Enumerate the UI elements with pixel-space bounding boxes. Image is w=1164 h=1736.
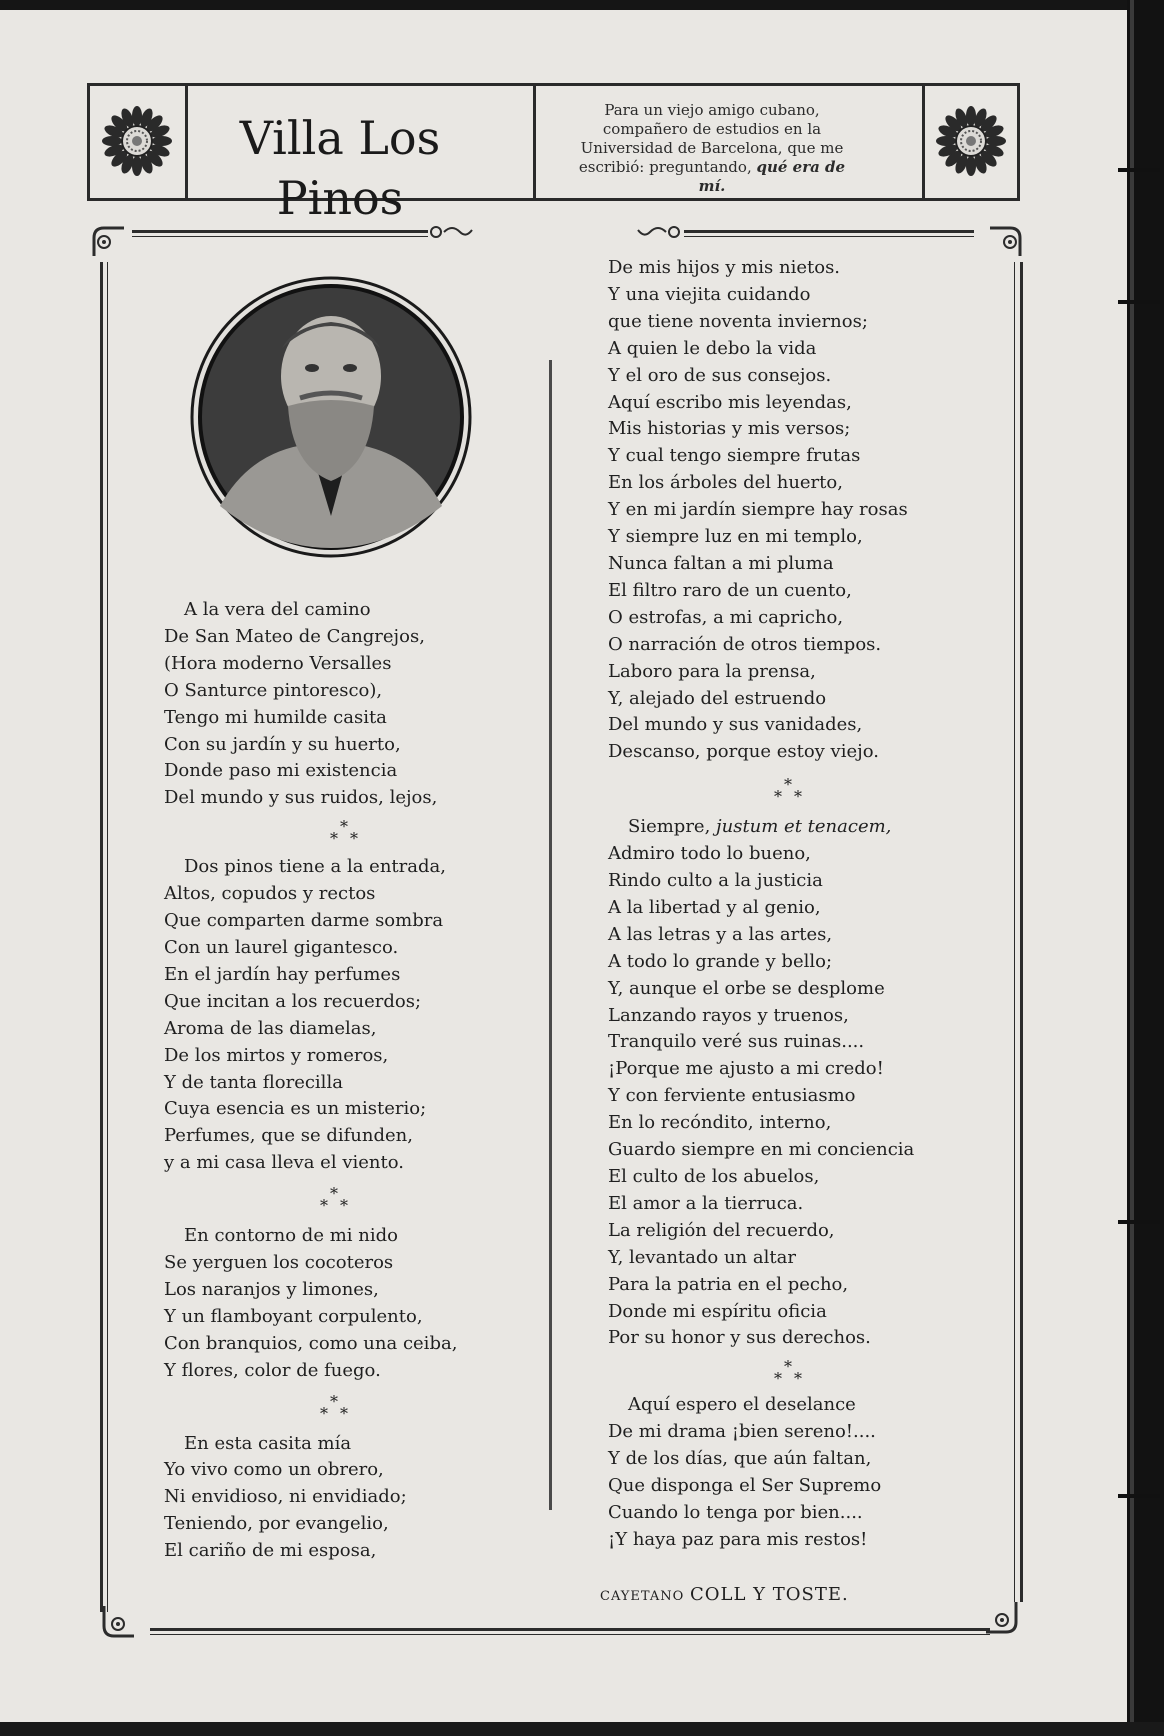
svg-text:*: * [320, 1196, 328, 1216]
svg-text:*: * [340, 1403, 348, 1423]
stanza [164, 854, 457, 1177]
corner-scroll-icon [100, 1604, 136, 1640]
frame-bottom [150, 1628, 990, 1631]
poem-line: A quien le debo la vida [608, 337, 817, 359]
svg-text:*: * [320, 1403, 328, 1423]
poem-line: Lanzando rayos y truenos, [608, 1004, 849, 1026]
binding-line [1130, 0, 1134, 1736]
poem-line: Aquí espero el deselance [628, 1394, 856, 1416]
poem-line: De San Mateo de Cangrejos, [164, 625, 425, 647]
poem-line: El cariño de mi esposa, [164, 1540, 377, 1562]
poem-line: Y el oro de sus consejos. [608, 364, 832, 386]
poem-line: Y siempre luz en mi templo, [608, 526, 863, 548]
poem-line: (Hora moderno Versalles [164, 652, 392, 674]
author-portrait [190, 276, 472, 558]
poem-line: Y flores, color de fuego. [164, 1359, 381, 1381]
frame-right [1020, 262, 1023, 1602]
binding-tab [1118, 168, 1160, 172]
poem-line: Que comparten darme sombra [164, 910, 444, 932]
poem-line: O estrofas, a mi capricho, [608, 606, 844, 628]
dedication-text: Para un viejo amigo cubano, compañero de estudios en la Universidad de Barcelona, que me escribió: preguntando, [578, 101, 844, 176]
frame-top-left-thin [132, 236, 428, 237]
poem-line: Donde mi espíritu oficia [608, 1300, 827, 1322]
frame-bottom-thin [150, 1634, 990, 1635]
poem-line [608, 814, 914, 841]
poem-line: Cuando lo tenga por bien.... [608, 1501, 863, 1523]
poem-line: Y con ferviente entusiasmo [608, 1085, 856, 1107]
svg-text:*: * [330, 829, 338, 849]
poem-line: Y cual tengo siempre frutas [608, 445, 861, 467]
author-signature [600, 1584, 849, 1605]
poem-line: y a mi casa lleva el viento. [164, 1152, 404, 1174]
poem-line: Ni envidioso, ni envidiado; [164, 1486, 407, 1508]
asterism-icon [314, 818, 374, 848]
stanza [608, 1392, 914, 1553]
stanza [164, 1223, 457, 1384]
corner-scroll-icon [90, 224, 126, 260]
dedication-note [568, 101, 856, 196]
poem-line: Aroma de las diamelas, [164, 1017, 377, 1039]
poem-line: Altos, copudos y rectos [164, 883, 376, 905]
sunflower-icon [102, 106, 172, 176]
poem-line: En el jardín hay perfumes [164, 963, 401, 985]
poem-line: Laboro para la prensa, [608, 660, 816, 682]
svg-text:*: * [330, 1185, 338, 1204]
poem-line: Que disponga el Ser Supremo [608, 1475, 882, 1497]
poem-line: Para la patria en el pecho, [608, 1273, 849, 1295]
latin-phrase: justum et tenacem, [716, 816, 892, 838]
banner-divider [185, 86, 188, 198]
frame-top-left [132, 230, 428, 233]
poem-line: Admiro todo lo bueno, [608, 843, 811, 865]
poem-line: En esta casita mía [184, 1432, 352, 1454]
poem-line: Y, alejado del estruendo [608, 687, 827, 709]
poem-line: El amor a la tierruca. [608, 1192, 804, 1214]
poem-line: Del mundo y sus ruidos, lejos, [164, 787, 438, 809]
poem-line: Aquí escribo mis leyendas, [608, 391, 852, 413]
poem-column-left [164, 597, 457, 1565]
poem-line: Con su jardín y su huerto, [164, 733, 401, 755]
poem-line: Y de los días, que aún faltan, [608, 1448, 872, 1470]
stanza [164, 597, 457, 812]
author-first-name: CAYETANO [600, 1589, 685, 1604]
binding-tab [1118, 300, 1160, 304]
poem-line: Y una viejita cuidando [608, 283, 811, 305]
svg-text:*: * [784, 776, 792, 795]
poem-line: Dos pinos tiene a la entrada, [184, 856, 446, 878]
frame-left-thin [107, 262, 108, 1612]
poem-line: Y en mi jardín siempre hay rosas [608, 499, 908, 521]
poem-line: Donde paso mi existencia [164, 760, 398, 782]
poem-line: De mis hijos y mis nietos. [608, 257, 841, 278]
title-banner [87, 83, 1020, 225]
poem-line: A todo lo grande y bello; [608, 950, 833, 972]
poem-line: En contorno de mi nido [184, 1225, 398, 1247]
poem-line: Se yerguen los cocoteros [164, 1252, 394, 1274]
asterism-icon [304, 1393, 364, 1423]
poem-line: Rindo culto a la justicia [608, 870, 823, 892]
poem-column-right [608, 255, 914, 1554]
poem-line: De los mirtos y romeros, [164, 1044, 389, 1066]
scan-bottom-edge [0, 1722, 1164, 1736]
poem-line: O narración de otros tiempos. [608, 633, 882, 655]
scan-top-edge [0, 0, 1164, 10]
poem-line: Y de tanta florecilla [164, 1071, 343, 1093]
svg-text:*: * [774, 1369, 782, 1389]
poem-line: A la vera del camino [184, 599, 371, 620]
poem-line: Nunca faltan a mi pluma [608, 552, 834, 574]
author-last-name: COLL Y TOSTE. [690, 1584, 849, 1605]
poem-line: En los árboles del huerto, [608, 472, 843, 494]
poem-line: Por su honor y sus derechos. [608, 1327, 871, 1349]
poem-line: Que incitan a los recuerdos; [164, 990, 422, 1012]
poem-line: Con branquios, como una ceiba, [164, 1332, 458, 1354]
poem-line: Cuya esencia es un misterio; [164, 1098, 427, 1120]
poem-line: Tranquilo veré sus ruinas.... [608, 1031, 865, 1053]
poem-line: ¡Porque me ajusto a mi credo! [608, 1058, 884, 1080]
stanza [608, 255, 914, 766]
poem-line: Y, levantado un altar [608, 1246, 796, 1268]
corner-scroll-icon [984, 1600, 1020, 1636]
poem-line: Del mundo y sus vanidades, [608, 714, 863, 736]
svg-text:*: * [784, 1358, 792, 1377]
poem-line: Yo vivo como un obrero, [164, 1459, 384, 1481]
svg-text:*: * [794, 1369, 802, 1389]
scroll-ornament-icon [634, 224, 684, 240]
stanza [608, 841, 914, 1352]
asterism-icon [758, 776, 818, 806]
poem-line: O Santurce pintoresco), [164, 679, 383, 701]
svg-text:*: * [774, 787, 782, 807]
binding-tab [1118, 1494, 1160, 1498]
frame-top-right [684, 230, 974, 233]
poem-line-text: Siempre, [628, 816, 717, 838]
asterism-icon [304, 1185, 364, 1215]
poem-line: Teniendo, por evangelio, [164, 1513, 389, 1535]
poem-line: La religión del recuerdo, [608, 1219, 835, 1241]
poem-line: Descanso, porque estoy viejo. [608, 741, 879, 763]
sunflower-icon [936, 106, 1006, 176]
scroll-ornament-icon [426, 224, 476, 240]
svg-text:*: * [340, 1196, 348, 1216]
poem-line: que tiene noventa inviernos; [608, 310, 868, 332]
banner-divider [922, 86, 925, 198]
binding-tab [1118, 1220, 1160, 1224]
poem-line: Con un laurel gigantesco. [164, 936, 399, 958]
poem-line: Tengo mi humilde casita [164, 706, 387, 728]
poem-line: A la libertad y al genio, [608, 896, 821, 918]
poem-line: Mis historias y mis versos; [608, 418, 851, 440]
poem-line: A las letras y a las artes, [608, 923, 833, 945]
corner-scroll-icon [988, 224, 1024, 260]
asterism-icon [758, 1358, 818, 1388]
column-divider [549, 360, 552, 1510]
poem-line: Los naranjos y limones, [164, 1278, 379, 1300]
dedication-emphasis: qué era de mí. [698, 158, 846, 195]
poem-line: ¡Y haya paz para mis restos! [608, 1528, 868, 1550]
page-title: Villa Los Pinos [239, 111, 441, 225]
poem-line: De mi drama ¡bien sereno!.... [608, 1421, 876, 1443]
poem-line: Guardo siempre en mi conciencia [608, 1139, 915, 1161]
svg-text:*: * [330, 1392, 338, 1411]
frame-right-thin [1014, 262, 1015, 1602]
svg-text:*: * [794, 787, 802, 807]
poem-line: Y un flamboyant corpulento, [164, 1305, 423, 1327]
svg-text:*: * [350, 829, 358, 849]
svg-text:*: * [340, 818, 348, 837]
poem-line: El filtro raro de un cuento, [608, 579, 852, 601]
stanza [164, 1431, 457, 1566]
frame-left [100, 262, 103, 1612]
poem-line: Perfumes, que se difunden, [164, 1125, 413, 1147]
poem-line: En lo recóndito, interno, [608, 1112, 832, 1134]
banner-divider [533, 86, 536, 198]
poem-line: Y, aunque el orbe se desplome [608, 977, 885, 999]
frame-top-right-thin [684, 236, 974, 237]
poem-line: El culto de los abuelos, [608, 1166, 820, 1187]
